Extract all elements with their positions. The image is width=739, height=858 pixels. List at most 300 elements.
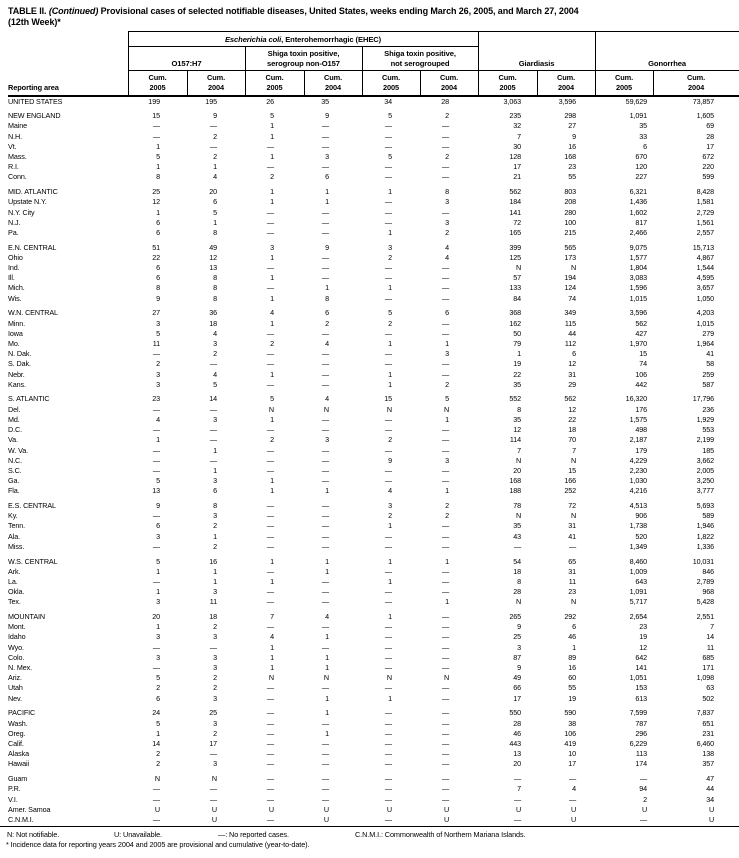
- cell: 5: [156, 718, 160, 728]
- cell: —: [384, 197, 392, 207]
- cell: 1: [156, 622, 160, 632]
- row-label: P.R.: [8, 784, 21, 794]
- cell: 29: [568, 379, 577, 389]
- cell: 57: [513, 273, 522, 283]
- cell: U: [323, 804, 329, 814]
- cell: 3: [325, 152, 329, 162]
- cell: N: [443, 404, 450, 414]
- row-label: S. ATLANTIC: [8, 394, 50, 404]
- cell: —: [384, 207, 392, 217]
- cell: 3: [213, 414, 217, 424]
- cell: 124: [564, 283, 577, 293]
- cell: —: [266, 141, 274, 151]
- table-row: [8, 729, 739, 739]
- cell: —: [321, 511, 329, 521]
- cell: 15,713: [692, 242, 715, 252]
- cell: —: [266, 521, 274, 531]
- cell: 2: [156, 359, 160, 369]
- cell: 1: [156, 207, 160, 217]
- cell: —: [266, 814, 274, 824]
- cell: —: [152, 576, 160, 586]
- cell: 599: [702, 172, 715, 182]
- cell: —: [441, 172, 450, 182]
- cell: N: [211, 774, 217, 784]
- cell: —: [321, 379, 329, 389]
- cell: 2,230: [629, 465, 648, 475]
- cell: 1,336: [696, 541, 715, 551]
- cell: 2: [213, 622, 217, 632]
- cell: —: [384, 217, 392, 227]
- cell: 133: [509, 283, 522, 293]
- cell: N: [515, 263, 522, 273]
- cell: —: [266, 328, 274, 338]
- cell: 1: [388, 521, 392, 531]
- row-label: Upstate N.Y.: [8, 197, 47, 207]
- column-header-giardiasis-cum-2005: Cum. 2005: [478, 71, 537, 96]
- cell: 1,929: [696, 414, 715, 424]
- table-row: [8, 339, 739, 349]
- cell: —: [321, 131, 329, 141]
- table-row: [8, 263, 739, 273]
- row-label: MID. ATLANTIC: [8, 187, 58, 197]
- shiga-not-serogrouped-subgroup-header: Shiga toxin positive, not serogrouped: [362, 47, 478, 71]
- row-label: Mont.: [8, 622, 26, 632]
- cell: 1: [388, 369, 392, 379]
- cell: 590: [564, 708, 577, 718]
- cell: 1: [445, 597, 450, 607]
- cell: 46: [513, 728, 522, 738]
- cell: —: [384, 131, 392, 141]
- cell: N: [515, 597, 522, 607]
- cell: 17: [209, 738, 217, 748]
- cell: 1: [270, 152, 274, 162]
- row-label: Mass.: [8, 152, 27, 162]
- cell: 1: [325, 728, 329, 738]
- table-row: [8, 415, 739, 425]
- cell: 368: [509, 308, 522, 318]
- row-label: S. Dak.: [8, 359, 31, 369]
- cell: 3: [213, 632, 217, 642]
- cell: 3: [213, 759, 217, 769]
- cell: —: [513, 774, 522, 784]
- cell: —: [152, 642, 160, 652]
- cell: —: [321, 784, 329, 794]
- cell: 55: [568, 172, 577, 182]
- cell: —: [384, 708, 392, 718]
- cell: 6: [156, 693, 160, 703]
- cell: 5: [270, 111, 274, 121]
- cell: —: [384, 172, 392, 182]
- cell: 1,561: [696, 217, 715, 227]
- cell: —: [152, 404, 160, 414]
- cell: 195: [205, 96, 217, 106]
- cell: 7: [572, 445, 577, 455]
- cell: 6: [572, 622, 577, 632]
- column-header-gonorrhea-cum-2004: Cum. 2004: [653, 71, 739, 96]
- cell: —: [441, 749, 450, 759]
- cell: 4: [156, 414, 160, 424]
- cell: —: [441, 131, 450, 141]
- cell: 46: [568, 632, 577, 642]
- cell: 20: [152, 612, 160, 622]
- table-row: [8, 511, 739, 521]
- table-row: [8, 152, 739, 162]
- cell: 33: [639, 131, 648, 141]
- cell: 502: [702, 693, 715, 703]
- table-row: [8, 608, 739, 623]
- table-row: [8, 172, 739, 182]
- cell: 5,693: [696, 501, 715, 511]
- cell: 2: [270, 435, 274, 445]
- cell: 6: [572, 349, 577, 359]
- cell: U: [211, 804, 217, 814]
- cell: 2: [156, 683, 160, 693]
- cell: 1: [445, 486, 450, 496]
- notifiable-diseases-table: [8, 31, 739, 825]
- cell: 30: [513, 141, 522, 151]
- cell: 3,657: [696, 283, 715, 293]
- cell: 18: [513, 566, 522, 576]
- cell: 17: [568, 759, 577, 769]
- row-label: Wash.: [8, 718, 28, 728]
- cell: U: [708, 814, 715, 824]
- cell: 1,009: [629, 566, 648, 576]
- table-title-line2: (12th Week)*: [8, 17, 61, 27]
- cell: —: [321, 328, 329, 338]
- row-label: N.J.: [8, 217, 21, 227]
- table-row: [8, 107, 739, 122]
- cell: —: [384, 652, 392, 662]
- row-label: UNITED STATES: [8, 96, 63, 106]
- table-row: [8, 121, 739, 131]
- row-label: W.N. CENTRAL: [8, 308, 58, 318]
- cell: 5: [445, 394, 450, 404]
- cell: —: [266, 738, 274, 748]
- row-label: W.S. CENTRAL: [8, 556, 58, 566]
- table-row: [8, 532, 739, 542]
- table-row: [8, 704, 739, 719]
- cell: 1,577: [629, 252, 648, 262]
- row-label: Ga.: [8, 476, 20, 486]
- cell: 1,098: [696, 673, 715, 683]
- cell: 1: [388, 556, 392, 566]
- row-label: Pa.: [8, 227, 19, 237]
- cell: U: [515, 804, 522, 814]
- cell: 227: [635, 172, 648, 182]
- cell: 651: [702, 718, 715, 728]
- cell: 215: [564, 227, 577, 237]
- cell: 106: [635, 369, 648, 379]
- cell: N: [570, 455, 577, 465]
- cell: 11: [568, 576, 577, 586]
- cell: 9: [517, 663, 522, 673]
- cell: 28: [513, 587, 522, 597]
- cell: 176: [635, 404, 648, 414]
- table-row: [8, 132, 739, 142]
- table-row: [8, 597, 739, 607]
- cell: 100: [564, 217, 577, 227]
- cell: 1: [325, 486, 329, 496]
- cell: 2,551: [696, 612, 715, 622]
- cell: 5: [388, 308, 392, 318]
- cell: 16,320: [625, 394, 648, 404]
- cell: 6: [213, 486, 217, 496]
- row-label: C.N.M.I.: [8, 814, 34, 824]
- table-row: [8, 319, 739, 329]
- cell: 1,970: [629, 338, 648, 348]
- cell: —: [209, 404, 217, 414]
- cell: 44: [568, 328, 577, 338]
- cell: —: [266, 708, 274, 718]
- cell: 2: [445, 511, 450, 521]
- row-label: Colo.: [8, 652, 25, 662]
- cell: —: [384, 597, 392, 607]
- cell: —: [266, 511, 274, 521]
- row-label: Va.: [8, 435, 18, 445]
- cell: —: [441, 718, 450, 728]
- table-row: [8, 749, 739, 759]
- row-label: Conn.: [8, 172, 27, 182]
- cell: 49: [513, 673, 522, 683]
- cell: —: [266, 455, 274, 465]
- cell: 185: [702, 445, 715, 455]
- cell: 1: [270, 121, 274, 131]
- row-label: Utah: [8, 683, 23, 693]
- table-row: [8, 370, 739, 380]
- cell: 565: [564, 242, 577, 252]
- table-row: [8, 552, 739, 567]
- cell: 6: [445, 308, 450, 318]
- cell: 15: [384, 394, 392, 404]
- cell: 2: [270, 172, 274, 182]
- cell: 2,199: [696, 435, 715, 445]
- row-label: Md.: [8, 414, 20, 424]
- row-label: Fla.: [8, 486, 20, 496]
- cell: 2: [445, 379, 450, 389]
- table-row: [8, 497, 739, 512]
- cell: —: [441, 162, 450, 172]
- row-label: N.H.: [8, 131, 22, 141]
- cell: 1: [270, 414, 274, 424]
- cell: —: [384, 273, 392, 283]
- cell: 3: [388, 242, 392, 252]
- cell: 1,581: [696, 197, 715, 207]
- cell: 28: [513, 718, 522, 728]
- cell: 35: [513, 414, 522, 424]
- cell: 24: [152, 708, 160, 718]
- cell: U: [386, 804, 392, 814]
- cell: 1: [325, 652, 329, 662]
- row-label: N. Dak.: [8, 349, 32, 359]
- cell: 6: [156, 227, 160, 237]
- row-label: MOUNTAIN: [8, 612, 45, 622]
- row-label: NEW ENGLAND: [8, 111, 61, 121]
- cell: 4: [270, 632, 274, 642]
- cell: 9: [156, 501, 160, 511]
- cell: 27: [152, 308, 160, 318]
- cell: 115: [564, 318, 577, 328]
- cell: N: [515, 455, 522, 465]
- row-label: N. Mex.: [8, 663, 33, 673]
- cell: 3: [213, 652, 217, 662]
- cell: 642: [635, 652, 648, 662]
- cell: 173: [564, 252, 577, 262]
- cell: 3,596: [558, 96, 577, 106]
- cell: 44: [706, 784, 715, 794]
- cell: —: [441, 738, 450, 748]
- cell: 4: [213, 369, 217, 379]
- cell: 6: [643, 141, 648, 151]
- cell: —: [209, 794, 217, 804]
- cell: 9,075: [629, 242, 648, 252]
- cell: 1,602: [629, 207, 648, 217]
- row-label: E.N. CENTRAL: [8, 242, 57, 252]
- cell: 22: [152, 252, 160, 262]
- cell: 3: [213, 338, 217, 348]
- cell: 298: [564, 111, 577, 121]
- cell: 13: [513, 749, 522, 759]
- cell: 41: [568, 531, 577, 541]
- cell: —: [441, 576, 450, 586]
- cell: 35: [513, 521, 522, 531]
- cell: —: [152, 455, 160, 465]
- cell: 442: [635, 379, 648, 389]
- cell: 1,050: [696, 293, 715, 303]
- table-row: [8, 805, 739, 815]
- cell: —: [321, 738, 329, 748]
- table-row: [8, 446, 739, 456]
- cell: —: [441, 293, 450, 303]
- cell: 5: [156, 328, 160, 338]
- cell: 35: [639, 121, 648, 131]
- cell: N: [443, 673, 450, 683]
- cell: 8,428: [696, 187, 715, 197]
- cell: 562: [564, 394, 577, 404]
- cell: 2: [325, 318, 329, 328]
- cell: 17: [513, 693, 522, 703]
- cell: U: [641, 804, 648, 814]
- cell: 3: [156, 632, 160, 642]
- cell: 2: [213, 673, 217, 683]
- cell: 3,596: [629, 308, 648, 318]
- cell: 8: [517, 576, 522, 586]
- cell: 27: [568, 121, 577, 131]
- cell: —: [209, 425, 217, 435]
- cell: 1: [213, 531, 217, 541]
- cell: —: [441, 759, 450, 769]
- cell: 7: [270, 612, 274, 622]
- cell: 184: [509, 197, 522, 207]
- cell: —: [266, 622, 274, 632]
- cell: —: [266, 794, 274, 804]
- cell: 265: [509, 612, 522, 622]
- cell: 419: [564, 738, 577, 748]
- row-label: Ala.: [8, 531, 20, 541]
- cell: 427: [635, 328, 648, 338]
- cell: N: [386, 404, 392, 414]
- cell: 65: [568, 556, 577, 566]
- cell: —: [321, 521, 329, 531]
- cell: 1: [270, 293, 274, 303]
- column-header-giardiasis-cum-2004: Cum. 2004: [537, 71, 595, 96]
- cell: 550: [509, 708, 522, 718]
- table-row: [8, 359, 739, 369]
- cell: 1,436: [629, 197, 648, 207]
- cell: —: [321, 597, 329, 607]
- cell: 9: [325, 242, 329, 252]
- cell: 552: [509, 394, 522, 404]
- cell: 12: [568, 359, 577, 369]
- column-header-o157-cum-2005: Cum. 2005: [128, 71, 187, 96]
- cell: 2: [213, 728, 217, 738]
- table-row: [8, 542, 739, 552]
- cell: —: [384, 566, 392, 576]
- cell: —: [513, 814, 522, 824]
- cell: 1: [270, 197, 274, 207]
- cell: 2: [643, 794, 648, 804]
- cell: 906: [635, 511, 648, 521]
- cell: —: [384, 814, 392, 824]
- column-header-not-sero-cum-2004: Cum. 2004: [420, 71, 478, 96]
- cell: 4,867: [696, 252, 715, 262]
- cell: —: [152, 663, 160, 673]
- cell: 8: [517, 404, 522, 414]
- cell: 1: [156, 587, 160, 597]
- cell: 4,513: [629, 501, 648, 511]
- cell: 43: [513, 531, 522, 541]
- cell: —: [266, 425, 274, 435]
- cell: U: [323, 814, 329, 824]
- cell: —: [384, 465, 392, 475]
- cell: 8: [445, 187, 450, 197]
- table-body: [8, 96, 739, 826]
- cell: 3: [213, 476, 217, 486]
- row-label: Oreg.: [8, 728, 26, 738]
- cell: 38: [568, 718, 577, 728]
- table-row: [8, 673, 739, 683]
- cell: 23: [568, 162, 577, 172]
- cell: 1: [388, 338, 392, 348]
- table-row: [8, 197, 739, 207]
- row-label: Ohio: [8, 252, 23, 262]
- cell: —: [266, 217, 274, 227]
- cell: 194: [564, 273, 577, 283]
- cell: 8: [213, 293, 217, 303]
- cell: 5,717: [629, 597, 648, 607]
- cell: U: [570, 804, 577, 814]
- cell: 1: [388, 283, 392, 293]
- shiga-non-o157-subgroup-header: Shiga toxin positive, serogroup non-O157: [245, 47, 362, 71]
- cell: —: [441, 622, 450, 632]
- cell: 8: [156, 283, 160, 293]
- cell: —: [321, 622, 329, 632]
- cell: —: [152, 445, 160, 455]
- cell: —: [321, 749, 329, 759]
- cell: 8,460: [629, 556, 648, 566]
- cell: 2: [156, 749, 160, 759]
- cell: 1,030: [629, 476, 648, 486]
- cell: —: [441, 521, 450, 531]
- cell: 4: [325, 612, 329, 622]
- cell: —: [152, 541, 160, 551]
- table-row: [8, 349, 739, 359]
- cell: 55: [568, 683, 577, 693]
- cell: —: [266, 263, 274, 273]
- cell: 236: [702, 404, 715, 414]
- cell: —: [441, 121, 450, 131]
- cell: 8: [213, 501, 217, 511]
- cell: 3: [445, 349, 450, 359]
